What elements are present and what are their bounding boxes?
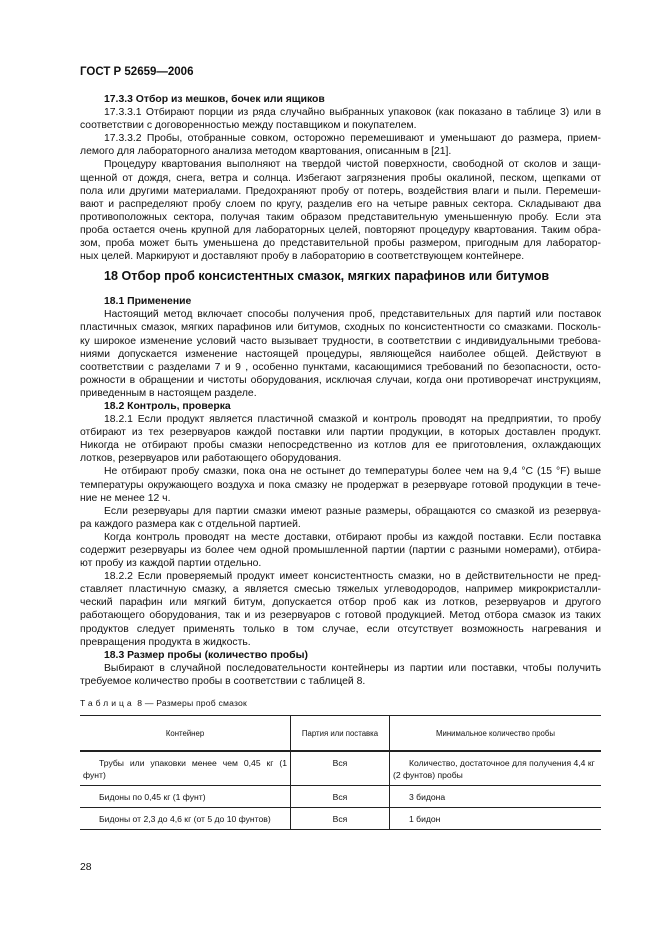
text-line: отбирают из тех резервуаров каждой поставки или партии продукции, в которых доставлен продукт. xyxy=(80,427,601,439)
cell-text: Вся xyxy=(332,792,348,802)
text-line: ку широкое изменение условий часто вызывает трудности, в соответствии с индивидуальными требова- xyxy=(80,335,601,347)
table-cell xyxy=(291,786,390,808)
text-line: Когда контроль проводят на месте доставки, отбирают пробы из каждой поставки. Если поставка xyxy=(104,531,601,543)
table-caption xyxy=(80,698,247,708)
table-row xyxy=(80,808,601,830)
paragraph xyxy=(80,662,601,688)
table-cell xyxy=(390,808,602,830)
text-line: соответствии с договоренностью между поставщиком и покупателем. xyxy=(80,120,417,132)
paragraph xyxy=(80,106,601,132)
table-cell xyxy=(291,808,390,830)
subsection-heading: 18.1 Применение xyxy=(104,296,192,308)
cell-text: Вся xyxy=(332,758,348,768)
cell-text: 3 бидона xyxy=(409,792,446,802)
document-body xyxy=(80,93,601,688)
text-line: работающего оборудования, так и из резервуаров с готовой продукцией. Метод отбора смазок из таких xyxy=(80,610,601,622)
table-cell xyxy=(80,751,291,786)
column-header: Партия или поставка xyxy=(291,716,390,752)
text-line: 17.3.3.1 Отбирают порции из ряда случайно выбранных упаковок (как показано в таблице 3) или в xyxy=(104,107,601,119)
text-line: проба остается очень крупной для лабораторных целей, повторяют процедуру квартования. Таким обра- xyxy=(80,224,601,236)
text-line: требуемое количество пробы в соответствии с таблицей 8. xyxy=(80,675,366,687)
text-line: ческий парафин или мягкий битум, допускается отбор проб как из лотков, резервуаров и другого xyxy=(80,597,601,609)
paragraph xyxy=(80,570,601,649)
page-number: 28 xyxy=(80,862,92,873)
text-line: температуры окружающего воздуха и пока смазку не продержат в резервуаре готовой продукции в тече- xyxy=(80,479,601,491)
text-line: вают и распределяют пробу слоем по кругу, разделив его на четыре равных сектора. Складывают два xyxy=(80,198,601,210)
column-header: Контейнер xyxy=(80,716,291,752)
subsection-heading: 18.2 Контроль, проверка xyxy=(104,400,231,412)
text-line: Выбирают в случайной последовательности контейнеры из партии или поставки, чтобы получить xyxy=(104,662,601,674)
paragraph xyxy=(80,308,601,400)
table-row xyxy=(80,751,601,786)
column-header: Минимальное количество пробы xyxy=(390,716,602,752)
cell-text: Бидоны по 0,45 кг (1 фунт) xyxy=(99,792,206,802)
text-line: Настоящий метод включает способы получения проб, представительных для партий или поставок xyxy=(104,309,601,321)
text-line: ниями допускается изменение настоящей процедуры, являющейся наиболее общей. Действуют в xyxy=(80,348,601,360)
text-line: 17.3.3.2 Пробы, отобранные совком, осторожно перемешивают и уменьшают до размера, прием- xyxy=(104,133,601,145)
cell-text: Бидоны от 2,3 до 4,6 кг (от 5 до 10 фунтов) xyxy=(99,814,271,824)
cell-text: 1 бидон xyxy=(409,814,441,824)
cell-text: Трубы или упаковки менее чем 0,45 кг (1 фунт) xyxy=(83,758,287,780)
text-line: рожности в обращении и чистоты оборудования, исключая случаи, когда они противоречат инструкциям, xyxy=(80,374,601,386)
table-row xyxy=(80,786,601,808)
text-line: соответствии с разделами 7 и 9 , особенно пунктами, касающимися требований по безопасности, осто- xyxy=(80,361,601,373)
text-line: Процедуру квартования выполняют на твердой чистой поверхности, свободной от сколов и защи- xyxy=(104,159,601,171)
text-line: ра каждого размера как с отдельной партией. xyxy=(80,518,301,530)
subsection-heading: 18.3 Размер пробы (количество пробы) xyxy=(104,649,308,661)
text-line: пластичных смазок, мягких парафинов или битумов, сходных по консистентности со смазками. Посколь- xyxy=(80,322,601,334)
section-heading: 18 Отбор проб консистентных смазок, мягких парафинов или битумов xyxy=(104,269,550,284)
table-caption-text: 8 — Размеры проб смазок xyxy=(137,698,247,708)
table-cell xyxy=(291,751,390,786)
paragraph xyxy=(80,413,601,465)
paragraph xyxy=(80,132,601,158)
sample-size-table xyxy=(80,715,601,830)
table-header-row xyxy=(80,716,601,752)
subsection-heading: 17.3.3 Отбор из мешков, бочек или ящиков xyxy=(104,94,325,105)
text-line: ных целей. Маркируют и доставляют пробу в лабораторию в соответствующем контейнере. xyxy=(80,251,525,263)
text-line: щенной от дождя, снега, ветра и солнца. Избегают загрязнения пробы окалиной, песком, щепками от xyxy=(80,172,601,184)
paragraph xyxy=(80,531,601,570)
text-line: зом, проба может быть уменьшена до представительной пробы размером, пригодным для лаборатор- xyxy=(80,238,601,250)
text-line: Никогда не отбирают пробы смазки непосредственно из котлов для ее приготовления, охлаждающих xyxy=(80,440,601,452)
paragraph xyxy=(80,158,601,263)
text-line: пола или другими материалами. Предохраняют пробу от потерь, воздействия влаги и пыли. Перемеши- xyxy=(80,185,601,197)
text-line: содержит резервуары из более чем одной промышленной партии (партии с разными номерами), отбира- xyxy=(80,545,601,556)
paragraph xyxy=(80,465,601,504)
text-line: ние не менее 12 ч. xyxy=(80,492,171,504)
cell-text: Количество, достаточное для получения 4,4 кг (2 фунтов) пробы xyxy=(393,758,595,780)
table-caption-label: Таблица xyxy=(80,698,135,708)
text-line: превращения продукта в жидкость. xyxy=(80,636,251,648)
table-cell xyxy=(80,808,291,830)
text-line: Если резервуары для партии смазки имеют разные размеры, обращаются со смазкой из резервуа- xyxy=(104,505,601,517)
text-line: приведенным в настоящем разделе. xyxy=(80,387,257,399)
table-cell xyxy=(390,786,602,808)
text-line: 18.2.2 Если проверяемый продукт имеет консистентность смазки, но в действительности не пред- xyxy=(104,571,601,583)
document-header: ГОСТ Р 52659—2006 xyxy=(80,66,194,78)
text-line: ставляет пластичную смазку, а является смесью тяжелых углеводородов, например микрокристалли- xyxy=(80,584,601,596)
text-line: продуктов следует применять только в том случае, если отсутствует возможность нагревания и xyxy=(80,623,601,635)
text-line: лотков, резервуаров или работающего оборудования. xyxy=(80,453,342,465)
text-line: противоположных сектора, получая таким образом представительную уменьшенную пробу. Если эта xyxy=(80,211,601,223)
table-cell xyxy=(390,751,602,786)
table-cell xyxy=(80,786,291,808)
text-line: 18.2.1 Если продукт является пластичной смазкой и контроль проводят на предприятии, то пробу xyxy=(104,414,601,426)
cell-text: Вся xyxy=(332,814,348,824)
text-line: ют пробу из каждой партии отдельно. xyxy=(80,558,262,570)
text-line: лемого для лабораторного анализа методом квартования, описанным в [21]. xyxy=(80,146,452,158)
paragraph xyxy=(80,505,601,531)
text-line: Не отбирают пробу смазки, пока она не остынет до температуры более чем на 9,4 °C (15 °F) выше xyxy=(104,466,601,478)
